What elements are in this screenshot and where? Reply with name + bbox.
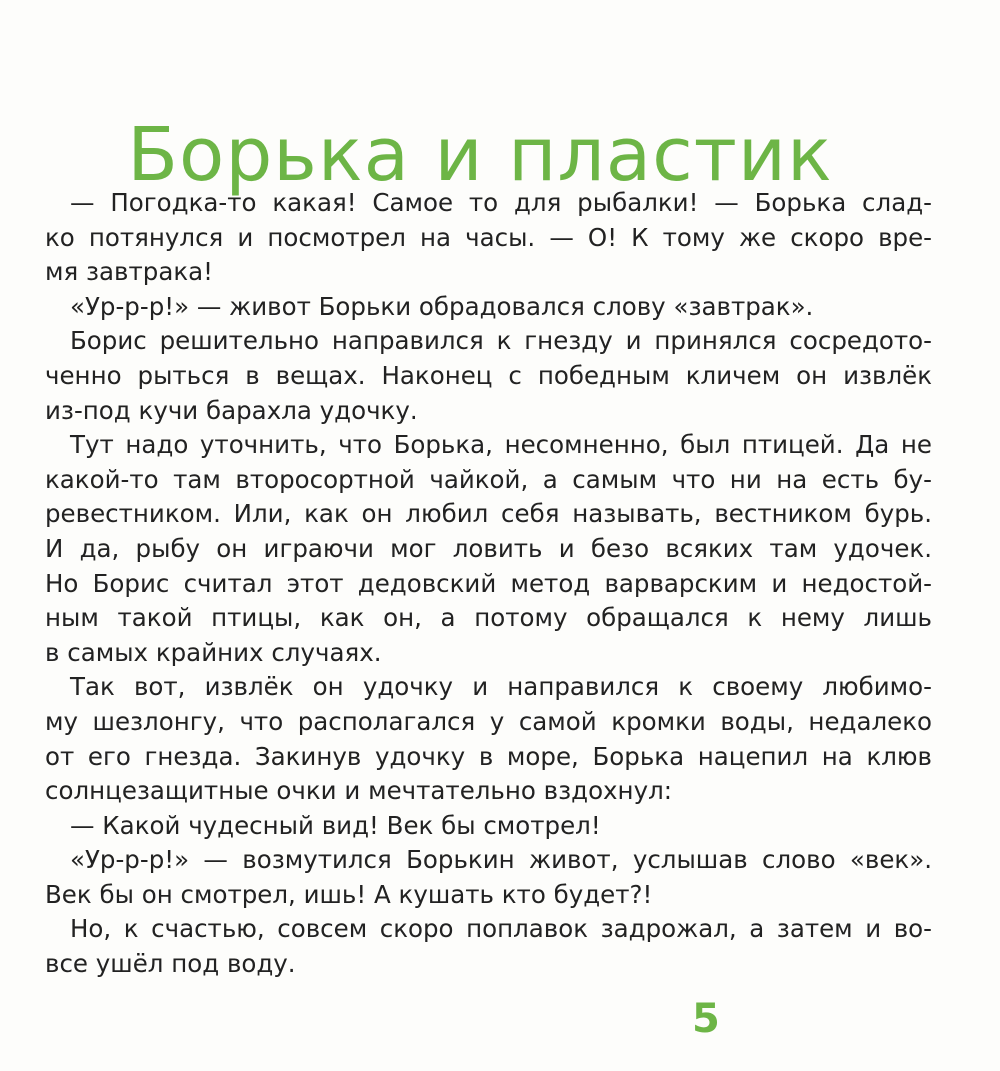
text-line: Так вот, извлёк он удочку и направился к своему любимо- bbox=[70, 672, 932, 702]
page-number: 5 bbox=[692, 996, 720, 1042]
text-line: мя завтрака! bbox=[45, 257, 213, 287]
text-line: ко потянулся и посмотрел на часы. — О! К тому же скоро вре- bbox=[45, 222, 932, 252]
text-line: ченно рыться в вещах. Наконец с победным кличем он извлёк bbox=[45, 360, 932, 390]
text-line: Тут надо уточнить, что Борька, несомненно, был птицей. Да не bbox=[70, 430, 932, 460]
text-line: в самых крайних случаях. bbox=[45, 637, 382, 667]
text-line: Борис решительно направился к гнезду и принялся сосредото- bbox=[70, 326, 932, 356]
text-line: — Погодка-то какая! Самое то для рыбалки! — Борька слад- bbox=[70, 188, 932, 217]
text-line: из-под кучи барахла удочку. bbox=[45, 395, 418, 425]
text-line: му шезлонгу, что располагался у самой кромки воды, недалеко bbox=[45, 706, 932, 736]
text-line: ным такой птицы, как он, а потому обращался к нему лишь bbox=[45, 603, 932, 633]
text-line: — Какой чудесный вид! Век бы смотрел! bbox=[70, 810, 601, 840]
text-line: ревестником. Или, как он любил себя называть, вестником бурь. bbox=[45, 499, 932, 529]
text-line: «Ур-р-р!» — возмутился Борькин живот, услышав слово «век». bbox=[70, 845, 932, 875]
text-line: от его гнезда. Закинув удочку в море, Борька нацепил на клюв bbox=[45, 741, 932, 771]
text-line: Но, к счастью, совсем скоро поплавок задрожал, а затем и во- bbox=[70, 914, 932, 944]
text-line: солнцезащитные очки и мечтательно вздохнул: bbox=[45, 776, 672, 806]
text-line: Век бы он смотрел, ишь! А кушать кто будет?! bbox=[45, 879, 653, 909]
page-title: Борька и пластик bbox=[127, 111, 833, 198]
story-text bbox=[45, 186, 932, 982]
text-line: «Ур-р-р!» — живот Борьки обрадовался слову «завтрак». bbox=[70, 291, 814, 321]
text-line: все ушёл под воду. bbox=[45, 949, 296, 979]
text-line: Но Борис считал этот дедовский метод варварским и недостой- bbox=[45, 568, 932, 598]
text-line: И да, рыбу он играючи мог ловить и безо всяких там удочек. bbox=[45, 533, 932, 563]
text-line: какой-то там второсортной чайкой, а самым что ни на есть бу- bbox=[45, 464, 932, 494]
